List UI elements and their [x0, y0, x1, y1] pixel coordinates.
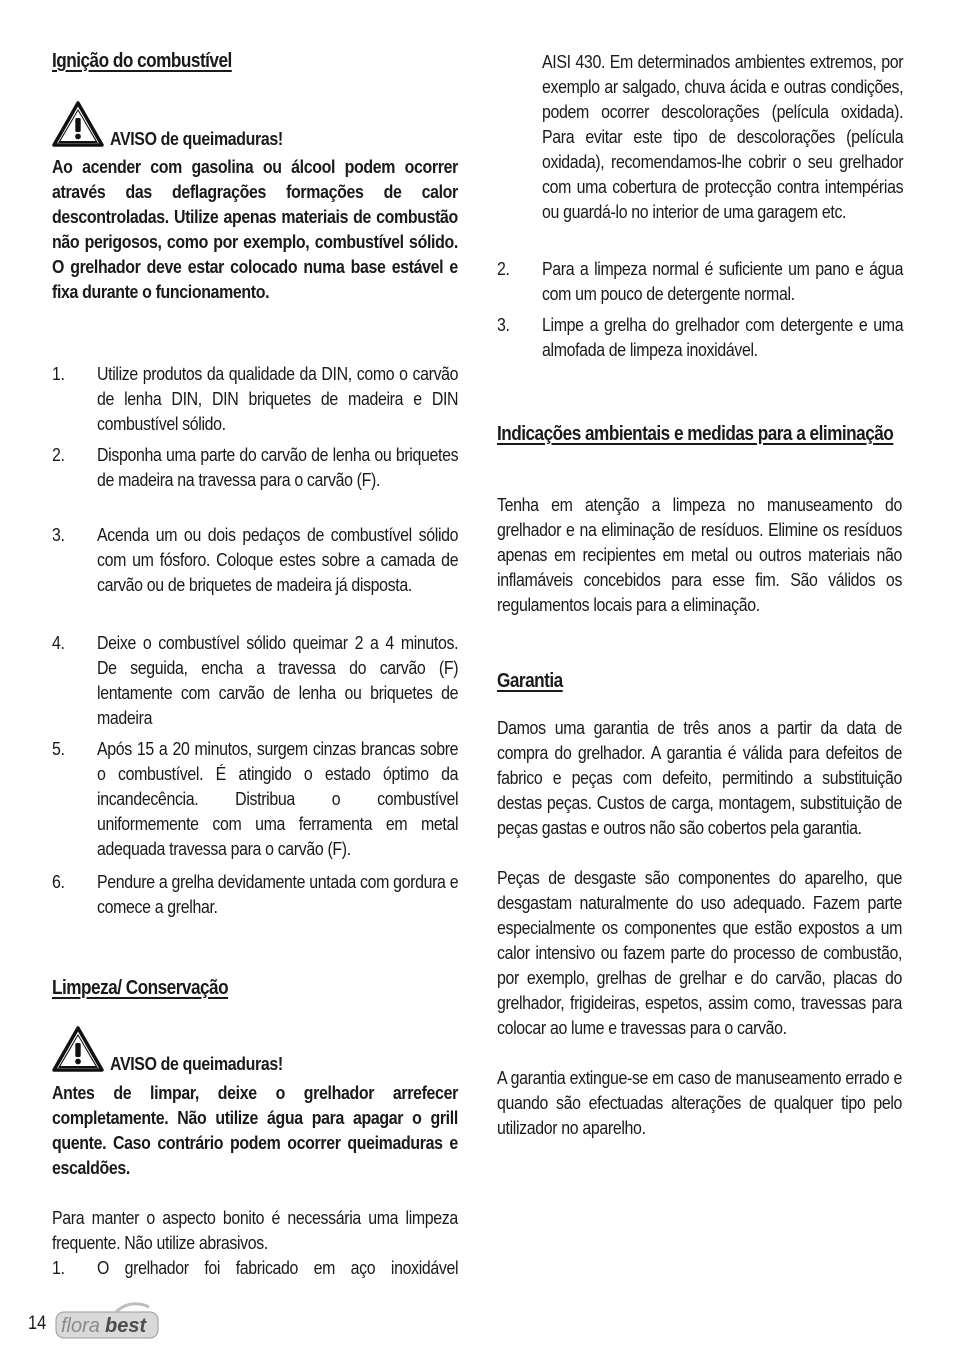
list-number: 1. — [52, 1257, 65, 1278]
warning-label-2: AVISO de queimaduras! — [110, 1053, 283, 1074]
list-text: Limpe a grelha do grelhador com detergente e uma almofada de limpeza inoxidável. — [542, 314, 904, 360]
cleaning-heading: Limpeza/ Conservação — [52, 977, 229, 999]
list-number: 4. — [52, 632, 65, 653]
logo-best: best — [105, 1315, 147, 1337]
cleaning-intro: Para manter o aspecto bonito é necessária uma limpeza frequente. Não utilize abrasivos. — [52, 1207, 458, 1253]
list-number: 5. — [52, 738, 65, 759]
list-number: 2. — [52, 444, 65, 465]
list-number: 3. — [52, 524, 65, 545]
list-number: 3. — [497, 314, 510, 335]
list-text: Acenda um ou dois pedaços de combustível sólido com um fósforo. Coloque estes sobre a camada de carvão ou de briquetes de madeira já disposta. — [97, 524, 459, 595]
florabest-logo — [55, 1300, 159, 1340]
environment-heading: Indicações ambientais e medidas para a eliminação — [497, 423, 894, 445]
page-number: 14 — [28, 1313, 47, 1334]
environment-text: Tenha em atenção a limpeza no manuseamento do grelhador e na eliminação de resíduos. Elimine os resíduos apenas em recipientes em metal ou outros materiais não inflamáveis concebidos para esse fim. São válidos os regulamentos locais para a eliminação. — [497, 494, 903, 615]
list-number: 6. — [52, 871, 65, 892]
warning-label-1: AVISO de queimaduras! — [110, 128, 283, 149]
warranty-paragraph-3: A garantia extingue-se em caso de manuseamento errado e quando são efectuadas alterações de qualquer tipo pelo utilizador no aparelho. — [497, 1067, 903, 1138]
warranty-heading: Garantia — [497, 670, 563, 692]
list-text: Utilize produtos da qualidade da DIN, como o carvão de lenha DIN, DIN briquetes de madeira e DIN combustível sólido. — [97, 363, 459, 434]
list-text: O grelhador foi fabricado em aço inoxidável — [97, 1257, 459, 1278]
warning-text-2: Antes de limpar, deixe o grelhador arrefecer completamente. Não utilize água para apagar o grill quente. Caso contrário podem ocorrer queimaduras e escaldões. — [52, 1082, 458, 1178]
warranty-paragraph-1: Damos uma garantia de três anos a partir da data de compra do grelhador. A garantia é válida para defeitos de fabrico e peças com defeito, permitindo a substituição destas peças. Custos de carga, montagem, substituição de peças gastas e outros não são cobertos pela garantia. — [497, 717, 903, 838]
list-text: Para a limpeza normal é suficiente um pano e água com um pouco de detergente normal. — [542, 258, 904, 304]
warranty-paragraph-2: Peças de desgaste são componentes do aparelho, que desgastam naturalmente do uso adequado. Fazem parte especialmente os componentes que estão expostos a um calor intensivo ou fazem parte do processo de combustão, por exemplo, grelhas de grelhar e do carvão, placas do grelhador, frigideiras, espetos, assim como, travessas para colocar ao lume e travessas para o carvão. — [497, 867, 903, 1038]
list-text: Após 15 a 20 minutos, surgem cinzas brancas sobre o combustível. É atingido o estado óptimo da incandecência. Distribua o combustível uniformemente com uma ferramenta em metal adequada travessa para o carvão (F). — [97, 738, 459, 859]
warning-triangle-icon — [52, 1025, 104, 1073]
list-text: Deixe o combustível sólido queimar 2 a 4 minutos. De seguida, encha a travessa do carvão (F) lentamente com carvão de lenha ou briquetes de madeira — [97, 632, 459, 728]
logo-flora: flora — [61, 1315, 100, 1337]
list-number: 1. — [52, 363, 65, 384]
ignition-heading: Ignição do combustível — [52, 50, 232, 72]
list-number: 2. — [497, 258, 510, 279]
warning-text-1: Ao acender com gasolina ou álcool podem ocorrer através das deflagrações formações de calor descontroladas. Utilize apenas materiais de combustão não perigosos, como por exemplo, combustível sólido. O grelhador deve estar colocado numa base estável e fixa durante o funcionamento. — [52, 156, 458, 302]
list-text: Disponha uma parte do carvão de lenha ou briquetes de madeira na travessa para o carvão (F). — [97, 444, 459, 490]
list-text: Pendure a grelha devidamente untada com gordura e comece a grelhar. — [97, 871, 459, 917]
warning-triangle-icon — [52, 100, 104, 148]
cleaning-step-1-continued: AISI 430. Em determinados ambientes extremos, por exemplo ar salgado, chuva ácida e outras condições, podem ocorrer descolorações (película oxidada). Para evitar este tipo de descolorações (película oxidada), recomendamos-lhe cobrir o seu grelhador com uma cobertura de protecção contra intempérias ou guardá-lo no interior de uma garagem etc. — [542, 51, 904, 222]
